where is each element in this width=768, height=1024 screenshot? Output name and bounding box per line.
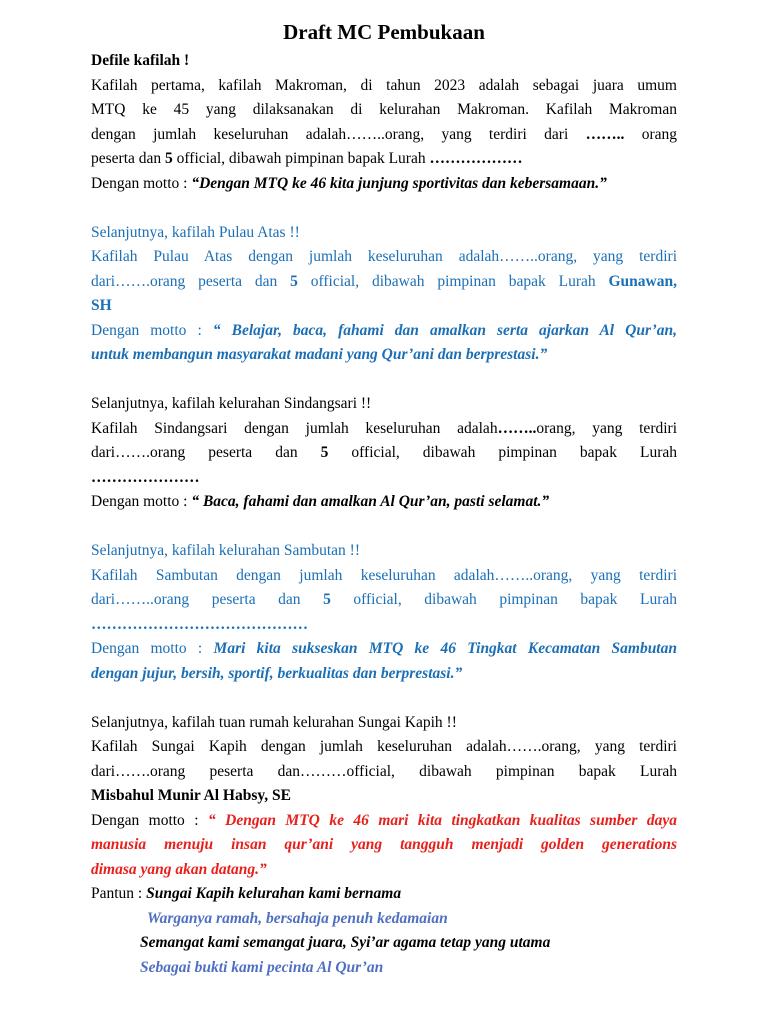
motto-text: dimasa yang akan datang.”: [91, 861, 267, 878]
paragraph-line: [91, 441, 677, 465]
text-run: orang, yang terdiri: [536, 420, 678, 437]
motto-text: untuk membangun masyarakat madani yang Qur’ani dan berprestasi.”: [91, 346, 548, 363]
text-run: peserta dan: [91, 150, 166, 167]
pantun-text: Semangat kami semangat juara, Syi’ar agama tetap yang utama: [140, 934, 551, 951]
text-run: official, dibawah pimpinan bapak Lurah: [297, 273, 609, 290]
text-run-bold: …………………: [91, 469, 200, 486]
text-run-bold: SH: [91, 297, 112, 314]
text-run-bold: ……..: [497, 420, 537, 437]
paragraph-line: [91, 147, 677, 171]
pantun-text: Warganya ramah, bersahaja penuh kedamaian: [147, 910, 448, 927]
text-run: official, dibawah pimpinan bapak Lurah: [330, 591, 677, 608]
motto-label: Dengan motto :: [91, 175, 192, 192]
motto-text: “ Baca, fahami dan amalkan Al Qur’an, pasti selamat.”: [191, 493, 550, 510]
document-title: Draft MC Pembukaan: [283, 20, 485, 44]
section-intro: Selanjutnya, kafilah kelurahan Sindangsari !!: [91, 395, 372, 412]
paragraph-line: [91, 417, 677, 441]
paragraph-line: [91, 270, 677, 294]
text-run-bold: ……..: [585, 126, 625, 143]
motto-line: [91, 833, 677, 857]
motto-text: “Dengan MTQ ke 46 kita junjung sportivitas dan kebersamaan.”: [191, 175, 607, 192]
text-run-bold: Gunawan,: [608, 273, 677, 290]
heading-text: Defile kafilah !: [91, 52, 190, 69]
motto-line: [91, 637, 677, 661]
motto-text: dengan jujur, bersih, sportif, berkualitas dan berprestasi.”: [91, 665, 463, 682]
text-run: dari……..orang peserta dan: [91, 591, 324, 608]
motto-text: Mari kita sukseskan MTQ ke 46 Tingkat Kecamatan Sambutan: [213, 640, 677, 657]
text-run-bold: ………………: [429, 150, 523, 167]
motto-text: manusia menuju insan qur’ani yang tangguh menjadi golden generations: [91, 836, 677, 853]
motto-line: [91, 858, 677, 882]
section-intro: Selanjutnya, kafilah kelurahan Sambutan !!: [91, 542, 361, 559]
motto-line: [91, 172, 677, 196]
motto-line: [91, 343, 677, 367]
paragraph-line: [91, 784, 677, 808]
paragraph-line: MTQ ke 45 yang dilaksanakan di kelurahan Makroman. Kafilah Makroman: [91, 101, 677, 118]
motto-line: [91, 662, 677, 686]
text-run: Kafilah Sindangsari dengan jumlah keseluruhan adalah: [91, 420, 498, 437]
motto-label: Dengan motto :: [91, 812, 208, 829]
text-run: official, dibawah pimpinan bapak Lurah: [172, 150, 430, 167]
paragraph-line: [91, 466, 677, 490]
pantun-line: [140, 956, 726, 980]
motto-label: Dengan motto :: [91, 322, 213, 339]
text-run-bold: 5: [290, 273, 298, 290]
section-heading: [91, 49, 677, 73]
paragraph-line: Kafilah Sungai Kapih dengan jumlah keseluruhan adalah…….orang, yang terdiri: [91, 738, 677, 755]
pantun-text: Sungai Kapih kelurahan kami bernama: [146, 885, 402, 902]
pantun-label: Pantun :: [91, 885, 147, 902]
paragraph-line: [91, 123, 677, 147]
paragraph-line: [91, 588, 677, 612]
motto-line: [91, 319, 677, 343]
text-run: official, dibawah pimpinan bapak Lurah: [328, 444, 677, 461]
paragraph-line: [91, 294, 677, 318]
pantun-line: [147, 907, 733, 931]
motto-label: Dengan motto :: [91, 493, 192, 510]
text-run: dari…….orang peserta dan: [91, 273, 291, 290]
motto-text: “ Dengan MTQ ke 46 mari kita tingkatkan kualitas sumber daya: [208, 812, 677, 829]
section-intro: Selanjutnya, kafilah tuan rumah kelurahan Sungai Kapih !!: [91, 714, 457, 731]
paragraph-line: dari…….orang peserta dan………official, dibawah pimpinan bapak Lurah: [91, 763, 677, 780]
motto-text: “ Belajar, baca, fahami dan amalkan serta ajarkan Al Qur’an,: [212, 322, 677, 339]
paragraph-line: Kafilah Pulau Atas dengan jumlah keseluruhan adalah……..orang, yang terdiri: [91, 248, 677, 265]
text-run-bold: 5: [165, 150, 173, 167]
text-run-bold: 5: [323, 591, 331, 608]
motto-line: [91, 809, 677, 833]
motto-label: Dengan motto :: [91, 640, 214, 657]
paragraph-line: [91, 613, 677, 637]
pantun-line: [140, 931, 726, 955]
paragraph-line: Kafilah Sambutan dengan jumlah keseluruhan adalah……..orang, yang terdiri: [91, 567, 677, 584]
pantun-text: Sebagai bukti kami pecinta Al Qur’an: [140, 959, 384, 976]
text-run: dengan jumlah keseluruhan adalah……..orang, yang terdiri dari: [91, 126, 586, 143]
pantun-line: [91, 882, 677, 906]
paragraph-line: Kafilah pertama, kafilah Makroman, di tahun 2023 adalah sebagai juara umum: [91, 77, 677, 94]
text-run: dari…….orang peserta dan: [91, 444, 321, 461]
text-run-bold: 5: [320, 444, 329, 461]
section-intro: Selanjutnya, kafilah Pulau Atas !!: [91, 224, 300, 241]
text-run: orang: [624, 126, 677, 143]
motto-line: [91, 490, 677, 514]
lurah-name: Misbahul Munir Al Habsy, SE: [91, 787, 291, 804]
text-run-bold: ……………………………………: [91, 616, 308, 633]
